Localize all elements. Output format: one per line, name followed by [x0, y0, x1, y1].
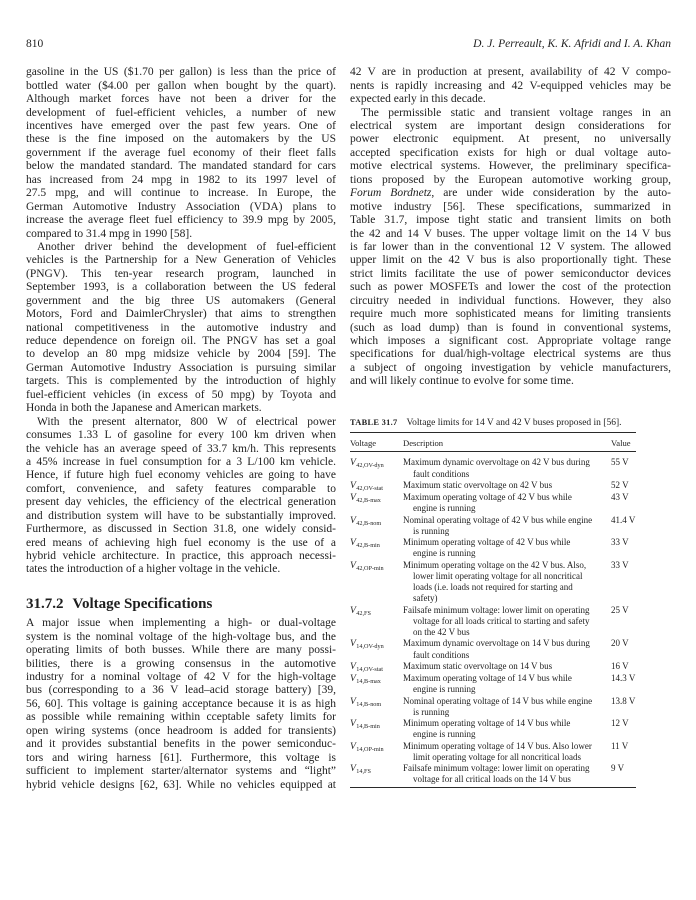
- description-line: Minimum operating voltage on the 42 V bus. Also,: [403, 559, 587, 570]
- voltage-subscript: 42,FS: [356, 609, 371, 617]
- running-header-authors: D. J. Perreault, K. K. Afridi and I. A. Khan: [473, 38, 671, 50]
- voltage-symbol: V: [350, 740, 356, 752]
- text-line: to develop an 80 mpg midsize vehicle by 2004 [59]. The: [26, 348, 336, 361]
- description-line: loads (i.e. loads not required for starting and: [413, 582, 573, 593]
- table-caption: [350, 417, 622, 429]
- text-line: present day vehicles, the efficiency of the electrical generation: [26, 496, 336, 509]
- text-line: power electronic equipment. At present, no universally: [350, 133, 671, 146]
- description-line: safety): [413, 593, 438, 604]
- text-line: Hence, if future high fuel economy vehicles are going to have: [26, 469, 336, 482]
- description-line: Failsafe minimum voltage: lower limit on operating: [403, 763, 590, 774]
- text-line: increase the average fleet fuel efficiency to 39.9 mpg by 2005,: [26, 214, 336, 227]
- table-header-rule: [350, 451, 636, 452]
- voltage-symbol: V: [350, 695, 356, 707]
- table-row: [350, 457, 636, 480]
- description-line: Maximum operating voltage of 14 V bus while: [403, 673, 572, 684]
- table-row: [350, 605, 636, 639]
- description-line: is running: [413, 525, 450, 536]
- table-row: [350, 696, 636, 719]
- text-line: With the present alternator, 800 W of electrical power: [37, 415, 336, 428]
- text-line: hybrid vehicle designs [62, 63]. While no vehicles equipped at: [26, 778, 336, 791]
- section-heading: [26, 595, 212, 613]
- table-bottom-rule: [350, 787, 636, 788]
- left-column-text: [26, 66, 336, 577]
- voltage-symbol-cell: [350, 492, 403, 515]
- paragraph: [350, 66, 671, 106]
- page-number: 810: [26, 38, 44, 50]
- voltage-symbol: V: [350, 604, 356, 616]
- text-line: 27.5 mpg, and will continue to increase. In Europe, the: [26, 187, 336, 200]
- description-line: voltage for all loads critical to starting and safety: [413, 615, 590, 626]
- voltage-symbol: V: [350, 479, 356, 491]
- voltage-symbol-cell: [350, 718, 403, 741]
- description-line: Minimum operating voltage of 42 V bus while: [403, 537, 571, 548]
- paragraph: [26, 66, 336, 241]
- text-line: as possible while remaining within cceptable safety limits for: [26, 711, 336, 724]
- text-line: operating limits of both busses. While there are many possi-: [26, 644, 336, 657]
- text-line: such as power MOSFETs and lower the cost of the protection: [350, 281, 671, 294]
- voltage-subscript: 42,OP-min: [356, 564, 384, 572]
- text-line: these is the fine imposed on the automakers by the US: [26, 133, 336, 146]
- text-line: (PNGV). This ten-year research program, launched in: [26, 267, 336, 280]
- description-cell: [403, 661, 611, 673]
- voltage-symbol: V: [350, 718, 356, 730]
- text-line: fuel-efficient vehicles (in excess of 50 mpg) by Toyota and: [26, 388, 336, 401]
- voltage-subscript: 14,OV-dyn: [356, 643, 384, 651]
- text-line: 42 V are in production at present, availability of 42 V compo-: [350, 66, 671, 79]
- text-line: strict limits facilitate the use of power semiconductor devices: [350, 267, 671, 280]
- description-line: Nominal operating voltage of 42 V bus while engine: [403, 514, 593, 525]
- text-line: Although market forces have not been a driver for the: [26, 93, 336, 106]
- table-header-row: [350, 437, 636, 449]
- text-line: German Automotive Industry Association (VDA) plans to: [26, 200, 336, 213]
- voltage-subscript: 14,OV-stat: [356, 665, 384, 673]
- description-line: Maximum static overvoltage on 14 V bus: [403, 660, 553, 671]
- paragraph: [26, 617, 336, 792]
- voltage-symbol: V: [350, 457, 356, 469]
- description-line: engine is running: [413, 729, 476, 740]
- voltage-symbol-cell: [350, 638, 403, 661]
- text-line: Honda in both the Japanese and American markets.: [26, 402, 262, 415]
- voltage-symbol-cell: [350, 661, 403, 673]
- description-cell: [403, 696, 611, 719]
- voltage-symbol: V: [350, 763, 356, 775]
- description-line: Maximum static overvoltage on 42 V bus: [403, 479, 553, 490]
- voltage-symbol-cell: [350, 696, 403, 719]
- table-row: [350, 515, 636, 538]
- description-line: engine is running: [413, 684, 476, 695]
- voltage-symbol-cell: [350, 480, 403, 492]
- voltage-subscript: 14,B-max: [356, 678, 381, 686]
- column-header-voltage: Voltage: [350, 438, 377, 448]
- table-row: [350, 492, 636, 515]
- section-number: 31.7.2: [26, 596, 64, 612]
- table-row: [350, 718, 636, 741]
- text-line: government if the average fuel economy of their fleet falls: [26, 146, 336, 159]
- description-line: Minimum operating voltage of 14 V bus while: [403, 718, 571, 729]
- table-row: [350, 673, 636, 696]
- table-row: [350, 638, 636, 661]
- voltage-subscript: 42,B-min: [356, 542, 380, 550]
- text-line: and will likely continue to evolve for some time.: [350, 375, 574, 388]
- text-line: national competitiveness in the automotive industry and: [26, 321, 336, 334]
- text-line: sufficient to implement starter/alternator systems and “light”: [26, 765, 336, 778]
- text-line: (such as load dump) than is found in conventional systems,: [350, 321, 671, 334]
- voltage-symbol-cell: [350, 537, 403, 560]
- text-line: circuitry needed in individual functions. However, they also: [350, 294, 671, 307]
- voltage-subscript: 14,B-min: [356, 723, 380, 731]
- voltage-subscript: 14,FS: [356, 768, 371, 776]
- column-header-description: Description: [403, 438, 444, 448]
- value-cell: 11 V: [611, 740, 629, 751]
- description-cell: [403, 741, 611, 764]
- description-line: Nominal operating voltage of 14 V bus while engine: [403, 695, 593, 706]
- description-cell: [403, 515, 611, 538]
- text-line: bus (corresponding to a 36 V lead–acid storage battery) [39,: [26, 684, 336, 697]
- paragraph: [350, 107, 671, 389]
- text-line: is far lower than in the conventional 12 V system. The allowed: [350, 240, 671, 253]
- text-line: German Automotive Industry Association is pursuing similar: [26, 361, 336, 374]
- value-cell: 12 V: [611, 718, 629, 729]
- voltage-symbol: V: [350, 514, 356, 526]
- voltage-symbol: V: [350, 673, 356, 685]
- description-line: Maximum operating voltage of 42 V bus while: [403, 492, 572, 503]
- value-cell: 14.3 V: [611, 673, 636, 684]
- description-cell: [403, 673, 611, 696]
- description-line: fault conditions: [413, 649, 470, 660]
- description-line: limit operating voltage for all noncritical loads: [413, 751, 581, 762]
- description-line: Failsafe minimum voltage: lower limit on operating: [403, 604, 590, 615]
- text-line: development of fuel-efficient vehicles, a number of new: [26, 106, 336, 119]
- table-caption-text: Voltage limits for 14 V and 42 V buses proposed in [56].: [406, 418, 622, 428]
- value-cell: 33 V: [611, 537, 629, 548]
- description-line: is running: [413, 706, 450, 717]
- text-line: has increased from 24 mpg in 1982 to its 1997 level of: [26, 173, 336, 186]
- text-line: which imposes a significant cost. Appropriate voltage range: [350, 335, 671, 348]
- column-header-value: Value: [611, 438, 631, 448]
- text-line: specifications for dual/high-voltage electrical systems are thus: [350, 348, 671, 361]
- text-line: ered means of achieving high fuel economy is the use of a: [26, 536, 336, 549]
- text-line: comfort, convenience, and safety features comparable to: [26, 482, 336, 495]
- description-cell: [403, 457, 611, 480]
- value-cell: 55 V: [611, 457, 629, 468]
- text-line: a subject of ongoing investigation by vehicle manufacturers,: [350, 361, 671, 374]
- description-cell: [403, 537, 611, 560]
- table-row: [350, 661, 636, 673]
- text-line: September 1993, is a collaboration between the US federal: [26, 281, 336, 294]
- text-line: the vehicle has an average speed of 33.7 km/h. This represents: [26, 442, 336, 455]
- text-line: motive industry [56]. These specifications, summarized in: [350, 200, 671, 213]
- table-row: [350, 537, 636, 560]
- text-line: electrical system are important design considerations for: [350, 120, 671, 133]
- text-line: expected early in this decade.: [350, 93, 486, 106]
- text-line: the 42 and 14 V buses. The upper voltage limit on the 14 V bus: [350, 227, 671, 240]
- table-label: TABLE 31.7: [350, 418, 398, 427]
- voltage-subscript: 42,OV-stat: [356, 484, 384, 492]
- text-line: system is the nominal voltage of the high-voltage bus, and the: [26, 630, 336, 643]
- description-line: fault conditions: [413, 468, 470, 479]
- description-line: Minimum operating voltage of 14 V bus. Also lower: [403, 740, 592, 751]
- voltage-symbol: V: [350, 559, 356, 571]
- description-line: lower limit operating voltage for all noncritical: [413, 570, 583, 581]
- text-line: require much more sophisticated means for limiting transients: [350, 308, 671, 321]
- description-cell: [403, 560, 611, 605]
- text-line: bilities, there is a growing consensus in the automotive: [26, 657, 336, 670]
- description-line: Maximum dynamic overvoltage on 14 V bus during: [403, 638, 590, 649]
- voltage-subscript: 14,B-nom: [356, 700, 382, 708]
- table-body: [350, 457, 636, 785]
- table-row: [350, 763, 636, 786]
- description-line: engine is running: [413, 548, 476, 559]
- description-cell: [403, 638, 611, 661]
- text-line: accepted specification exists for high or dual voltage auto-: [350, 146, 671, 159]
- voltage-subscript: 42,B-max: [356, 497, 381, 505]
- voltage-subscript: 42,OV-dyn: [356, 462, 384, 470]
- voltage-subscript: 42,B-nom: [356, 519, 382, 527]
- description-line: on the 42 V bus: [413, 627, 470, 638]
- text-line: below the mandated standard. The mandated standard for cars: [26, 160, 336, 173]
- text-line: A major issue when implementing a high- or dual-voltage: [26, 617, 336, 630]
- value-cell: 9 V: [611, 763, 625, 774]
- voltage-subscript: 14,OP-min: [356, 745, 384, 753]
- voltage-symbol: V: [350, 492, 356, 504]
- text-line: vehicles is the Partnership for a New Generation of Vehicles: [26, 254, 336, 267]
- text-line: government and the big three US automakers (General: [26, 294, 336, 307]
- right-column-text: [350, 66, 671, 389]
- voltage-symbol-cell: [350, 457, 403, 480]
- description-cell: [403, 480, 611, 492]
- text-line: nents is rapidly increasing and 42 V-equipped vehicles may be: [350, 79, 671, 92]
- table-top-rule: [350, 432, 636, 433]
- value-cell: 41.4 V: [611, 514, 636, 525]
- value-cell: 25 V: [611, 604, 629, 615]
- text-line: motive electrical systems. However, the preliminary specifica-: [350, 160, 671, 173]
- text-line: targets. This is complemented by the introduction of highly: [26, 375, 336, 388]
- voltage-symbol-cell: [350, 763, 403, 786]
- text-segment: , are under wide consideration by the auto-: [431, 187, 671, 200]
- text-line: gasoline in the US ($1.70 per gallon) is less than the price of: [26, 66, 336, 79]
- text-line: 56, 60]. This voltage is gaining acceptance because it is as high: [26, 697, 336, 710]
- description-cell: [403, 605, 611, 639]
- text-line: [350, 187, 671, 200]
- italic-term: Forum Bordnetz: [350, 187, 432, 200]
- value-cell: 20 V: [611, 638, 629, 649]
- section-body-text: [26, 617, 336, 792]
- value-cell: 13.8 V: [611, 695, 636, 706]
- voltage-symbol-cell: [350, 741, 403, 764]
- text-line: a 45% increase in fuel consumption for a 3 L/100 km vehicle.: [26, 455, 336, 468]
- text-line: tors and wiring harness [61]. Furthermore, this voltage is: [26, 751, 336, 764]
- text-line: The permissible static and transient voltage ranges in an: [361, 106, 671, 119]
- text-line: reduce dependence on foreign oil. The PNGV has set a goal: [26, 335, 336, 348]
- value-cell: 52 V: [611, 479, 629, 490]
- table-row: [350, 560, 636, 605]
- voltage-symbol: V: [350, 660, 356, 672]
- description-cell: [403, 492, 611, 515]
- table-row: [350, 741, 636, 764]
- text-line: compared to 31.4 mpg in 1990 [58].: [26, 227, 193, 240]
- running-header: [26, 37, 671, 51]
- text-line: and distribution system will have to be substantially improved.: [26, 509, 336, 522]
- voltage-symbol-cell: [350, 560, 403, 605]
- text-line: open wiring systems (once headroom is added for transients): [26, 724, 336, 737]
- voltage-symbol-cell: [350, 673, 403, 696]
- description-line: Maximum dynamic overvoltage on 42 V bus during: [403, 457, 590, 468]
- value-cell: 33 V: [611, 559, 629, 570]
- text-line: Motors, Ford and DaimlerChrysler) that aims to strengthen: [26, 308, 336, 321]
- text-line: incentives have emerged over the past few years. One of: [26, 120, 336, 133]
- section-title: Voltage Specifications: [72, 596, 213, 612]
- description-cell: [403, 718, 611, 741]
- description-line: engine is running: [413, 503, 476, 514]
- voltage-symbol: V: [350, 537, 356, 549]
- text-line: upper limit on the 42 V bus is also proportionally tight. These: [350, 254, 671, 267]
- description-cell: [403, 763, 611, 786]
- text-line: bottled water ($4.00 per gallon when bought by the quart).: [26, 79, 336, 92]
- text-line: Another driver behind the development of fuel-efficient: [37, 240, 336, 253]
- text-line: tates the introduction of a higher voltage in the vehicle.: [26, 563, 281, 576]
- value-cell: 43 V: [611, 492, 629, 503]
- voltage-symbol-cell: [350, 605, 403, 639]
- text-line: tions proposed by the European automotive working group,: [350, 173, 671, 186]
- table-row: [350, 480, 636, 492]
- text-line: Furthermore, as discussed in Section 31.8, one widely consid-: [26, 523, 336, 536]
- voltage-symbol: V: [350, 638, 356, 650]
- paragraph: [26, 416, 336, 577]
- paragraph: [26, 241, 336, 416]
- value-cell: 16 V: [611, 660, 629, 671]
- text-line: consumes 1.33 L of gasoline for every 100 km driven when: [26, 429, 336, 442]
- description-line: voltage for all critical loads on the 14 V bus: [413, 774, 571, 785]
- text-line: Table 31.7, impose tight static and transient limits on both: [350, 214, 671, 227]
- text-line: hybrid vehicle architecture. In practice, this approach necessi-: [26, 550, 336, 563]
- text-line: industry for a nominal voltage of 42 V for the high-voltage: [26, 671, 336, 684]
- voltage-symbol-cell: [350, 515, 403, 538]
- text-line: and it provides substantial benefits in the power semiconduc-: [26, 738, 336, 751]
